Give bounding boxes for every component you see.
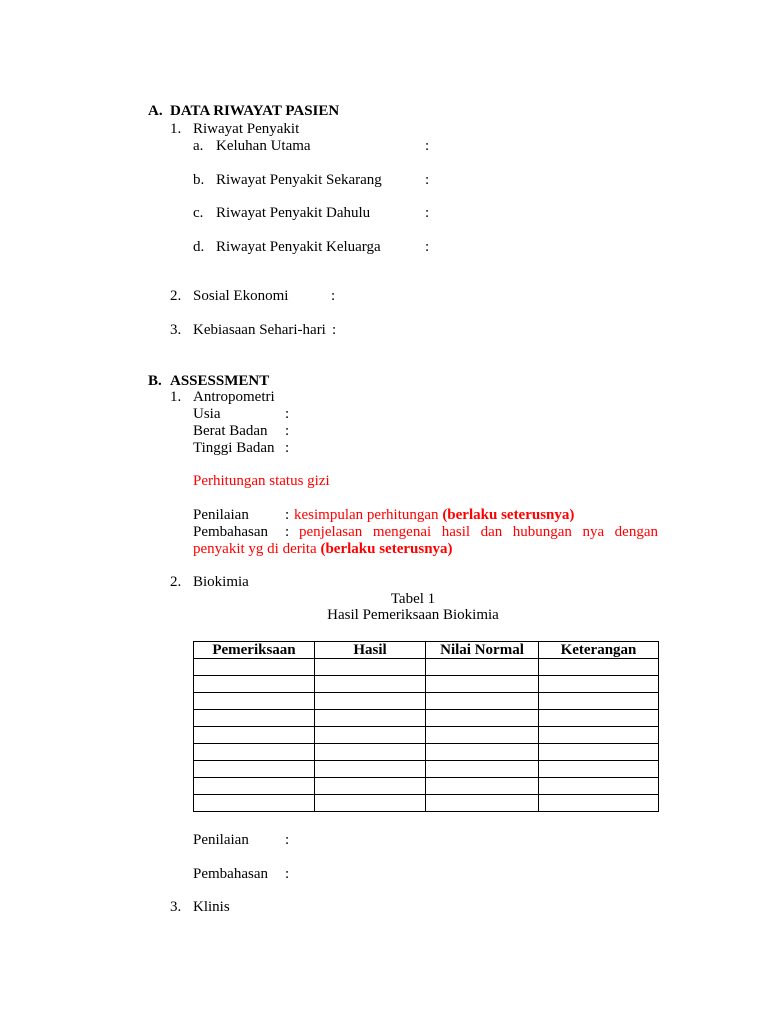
sosial-ekonomi-number: 2. (170, 288, 182, 304)
riwayat-sekarang-colon: : (425, 172, 430, 188)
table-cell (426, 693, 539, 710)
table-cell (194, 744, 315, 761)
biokimia-pembahasan-colon: : (285, 866, 290, 882)
table-cell (315, 795, 426, 812)
table-title: Hasil Pemeriksaan Biokimia (327, 607, 499, 623)
table-cell (539, 676, 659, 693)
table-cell (315, 676, 426, 693)
table-cell (539, 727, 659, 744)
column-header-keterangan: Keterangan (539, 642, 659, 659)
riwayat-dahulu-label: Riwayat Penyakit Dahulu (216, 205, 371, 221)
kebiasaan-number: 3. (170, 322, 182, 338)
pembahasan-text-line1: penjelasan mengenai hasil dan hubungan nya dengan (299, 524, 658, 540)
table-header-row (194, 642, 659, 659)
table-cell (426, 795, 539, 812)
riwayat-sekarang-label: Riwayat Penyakit Sekarang (216, 172, 382, 188)
table-cell (539, 744, 659, 761)
table-cell (539, 710, 659, 727)
table-row (194, 761, 659, 778)
table-cell (315, 727, 426, 744)
pembahasan-text-bold: (berlaku seterusnya) (320, 541, 453, 557)
status-gizi-note: Perhitungan status gizi (193, 473, 330, 489)
biokimia-number: 2. (170, 574, 182, 590)
section-b-title: ASSESSMENT (170, 373, 270, 389)
keluhan-utama-colon: : (425, 138, 430, 154)
riwayat-penyakit-number: 1. (170, 121, 182, 137)
klinis-number: 3. (170, 899, 182, 915)
column-header-nilai-normal: Nilai Normal (426, 642, 539, 659)
table-cell (194, 693, 315, 710)
pembahasan-text-line2 (193, 541, 453, 558)
table-cell (426, 727, 539, 744)
subitem-letter: b. (193, 172, 205, 188)
table-cell (315, 778, 426, 795)
table-cell (315, 693, 426, 710)
table-row (194, 744, 659, 761)
table-cell (426, 710, 539, 727)
table-cell (539, 659, 659, 676)
table-row (194, 727, 659, 744)
sosial-ekonomi-colon: : (331, 288, 336, 304)
berat-badan-colon: : (285, 423, 290, 439)
kebiasaan-colon: : (332, 322, 337, 338)
pembahasan-label: Pembahasan (193, 524, 268, 540)
subitem-letter: a. (193, 138, 204, 154)
berat-badan-label: Berat Badan (193, 423, 268, 439)
table-number: Tabel 1 (390, 591, 436, 607)
table-cell (426, 676, 539, 693)
section-b-letter: B. (148, 373, 162, 389)
section-a-title: DATA RIWAYAT PASIEN (170, 103, 340, 119)
biokimia-penilaian-label: Penilaian (193, 832, 249, 848)
table-cell (539, 693, 659, 710)
riwayat-penyakit-label: Riwayat Penyakit (193, 121, 300, 137)
table-cell (194, 710, 315, 727)
penilaian-label: Penilaian (193, 507, 249, 523)
table-cell (315, 761, 426, 778)
usia-colon: : (285, 406, 290, 422)
table-cell (315, 744, 426, 761)
kebiasaan-label: Kebiasaan Sehari-hari (193, 322, 326, 338)
penilaian-text-bold: (berlaku seterusnya) (442, 507, 575, 523)
penilaian-text-main: kesimpulan perhitungan (294, 507, 439, 523)
table-cell (194, 727, 315, 744)
riwayat-dahulu-colon: : (425, 205, 430, 221)
penilaian-text (294, 507, 574, 524)
column-header-pemeriksaan: Pemeriksaan (194, 642, 315, 659)
subitem-letter: c. (193, 205, 204, 221)
table-cell (539, 795, 659, 812)
table-cell (315, 659, 426, 676)
table-cell (426, 778, 539, 795)
tinggi-badan-colon: : (285, 440, 290, 456)
table-cell (426, 659, 539, 676)
keluhan-utama-label: Keluhan Utama (216, 138, 311, 154)
table-cell (194, 778, 315, 795)
table-body (194, 659, 659, 812)
biokimia-penilaian-colon: : (285, 832, 290, 848)
section-a-letter: A. (148, 103, 163, 119)
penilaian-colon: : (285, 507, 290, 523)
table-cell (194, 676, 315, 693)
antropometri-label: Antropometri (193, 389, 275, 405)
table-cell (426, 744, 539, 761)
tinggi-badan-label: Tinggi Badan (193, 440, 275, 456)
table-row (194, 710, 659, 727)
table-row (194, 795, 659, 812)
table-row (194, 676, 659, 693)
pembahasan-text-main: penyakit yg di derita (193, 541, 317, 557)
klinis-label: Klinis (193, 899, 230, 915)
table-cell (194, 761, 315, 778)
biokimia-table (193, 641, 659, 812)
table-cell (315, 710, 426, 727)
table-cell (539, 778, 659, 795)
table-cell (426, 761, 539, 778)
antropometri-number: 1. (170, 389, 182, 405)
table-row (194, 778, 659, 795)
sosial-ekonomi-label: Sosial Ekonomi (193, 288, 289, 304)
table-cell (539, 761, 659, 778)
usia-label: Usia (193, 406, 221, 422)
table-row (194, 693, 659, 710)
subitem-letter: d. (193, 239, 205, 255)
riwayat-keluarga-label: Riwayat Penyakit Keluarga (216, 239, 381, 255)
table-cell (194, 795, 315, 812)
biokimia-pembahasan-label: Pembahasan (193, 866, 268, 882)
riwayat-keluarga-colon: : (425, 239, 430, 255)
pembahasan-colon: : (285, 524, 290, 540)
table-row (194, 659, 659, 676)
column-header-hasil: Hasil (315, 642, 426, 659)
biokimia-label: Biokimia (193, 574, 249, 590)
table-cell (194, 659, 315, 676)
